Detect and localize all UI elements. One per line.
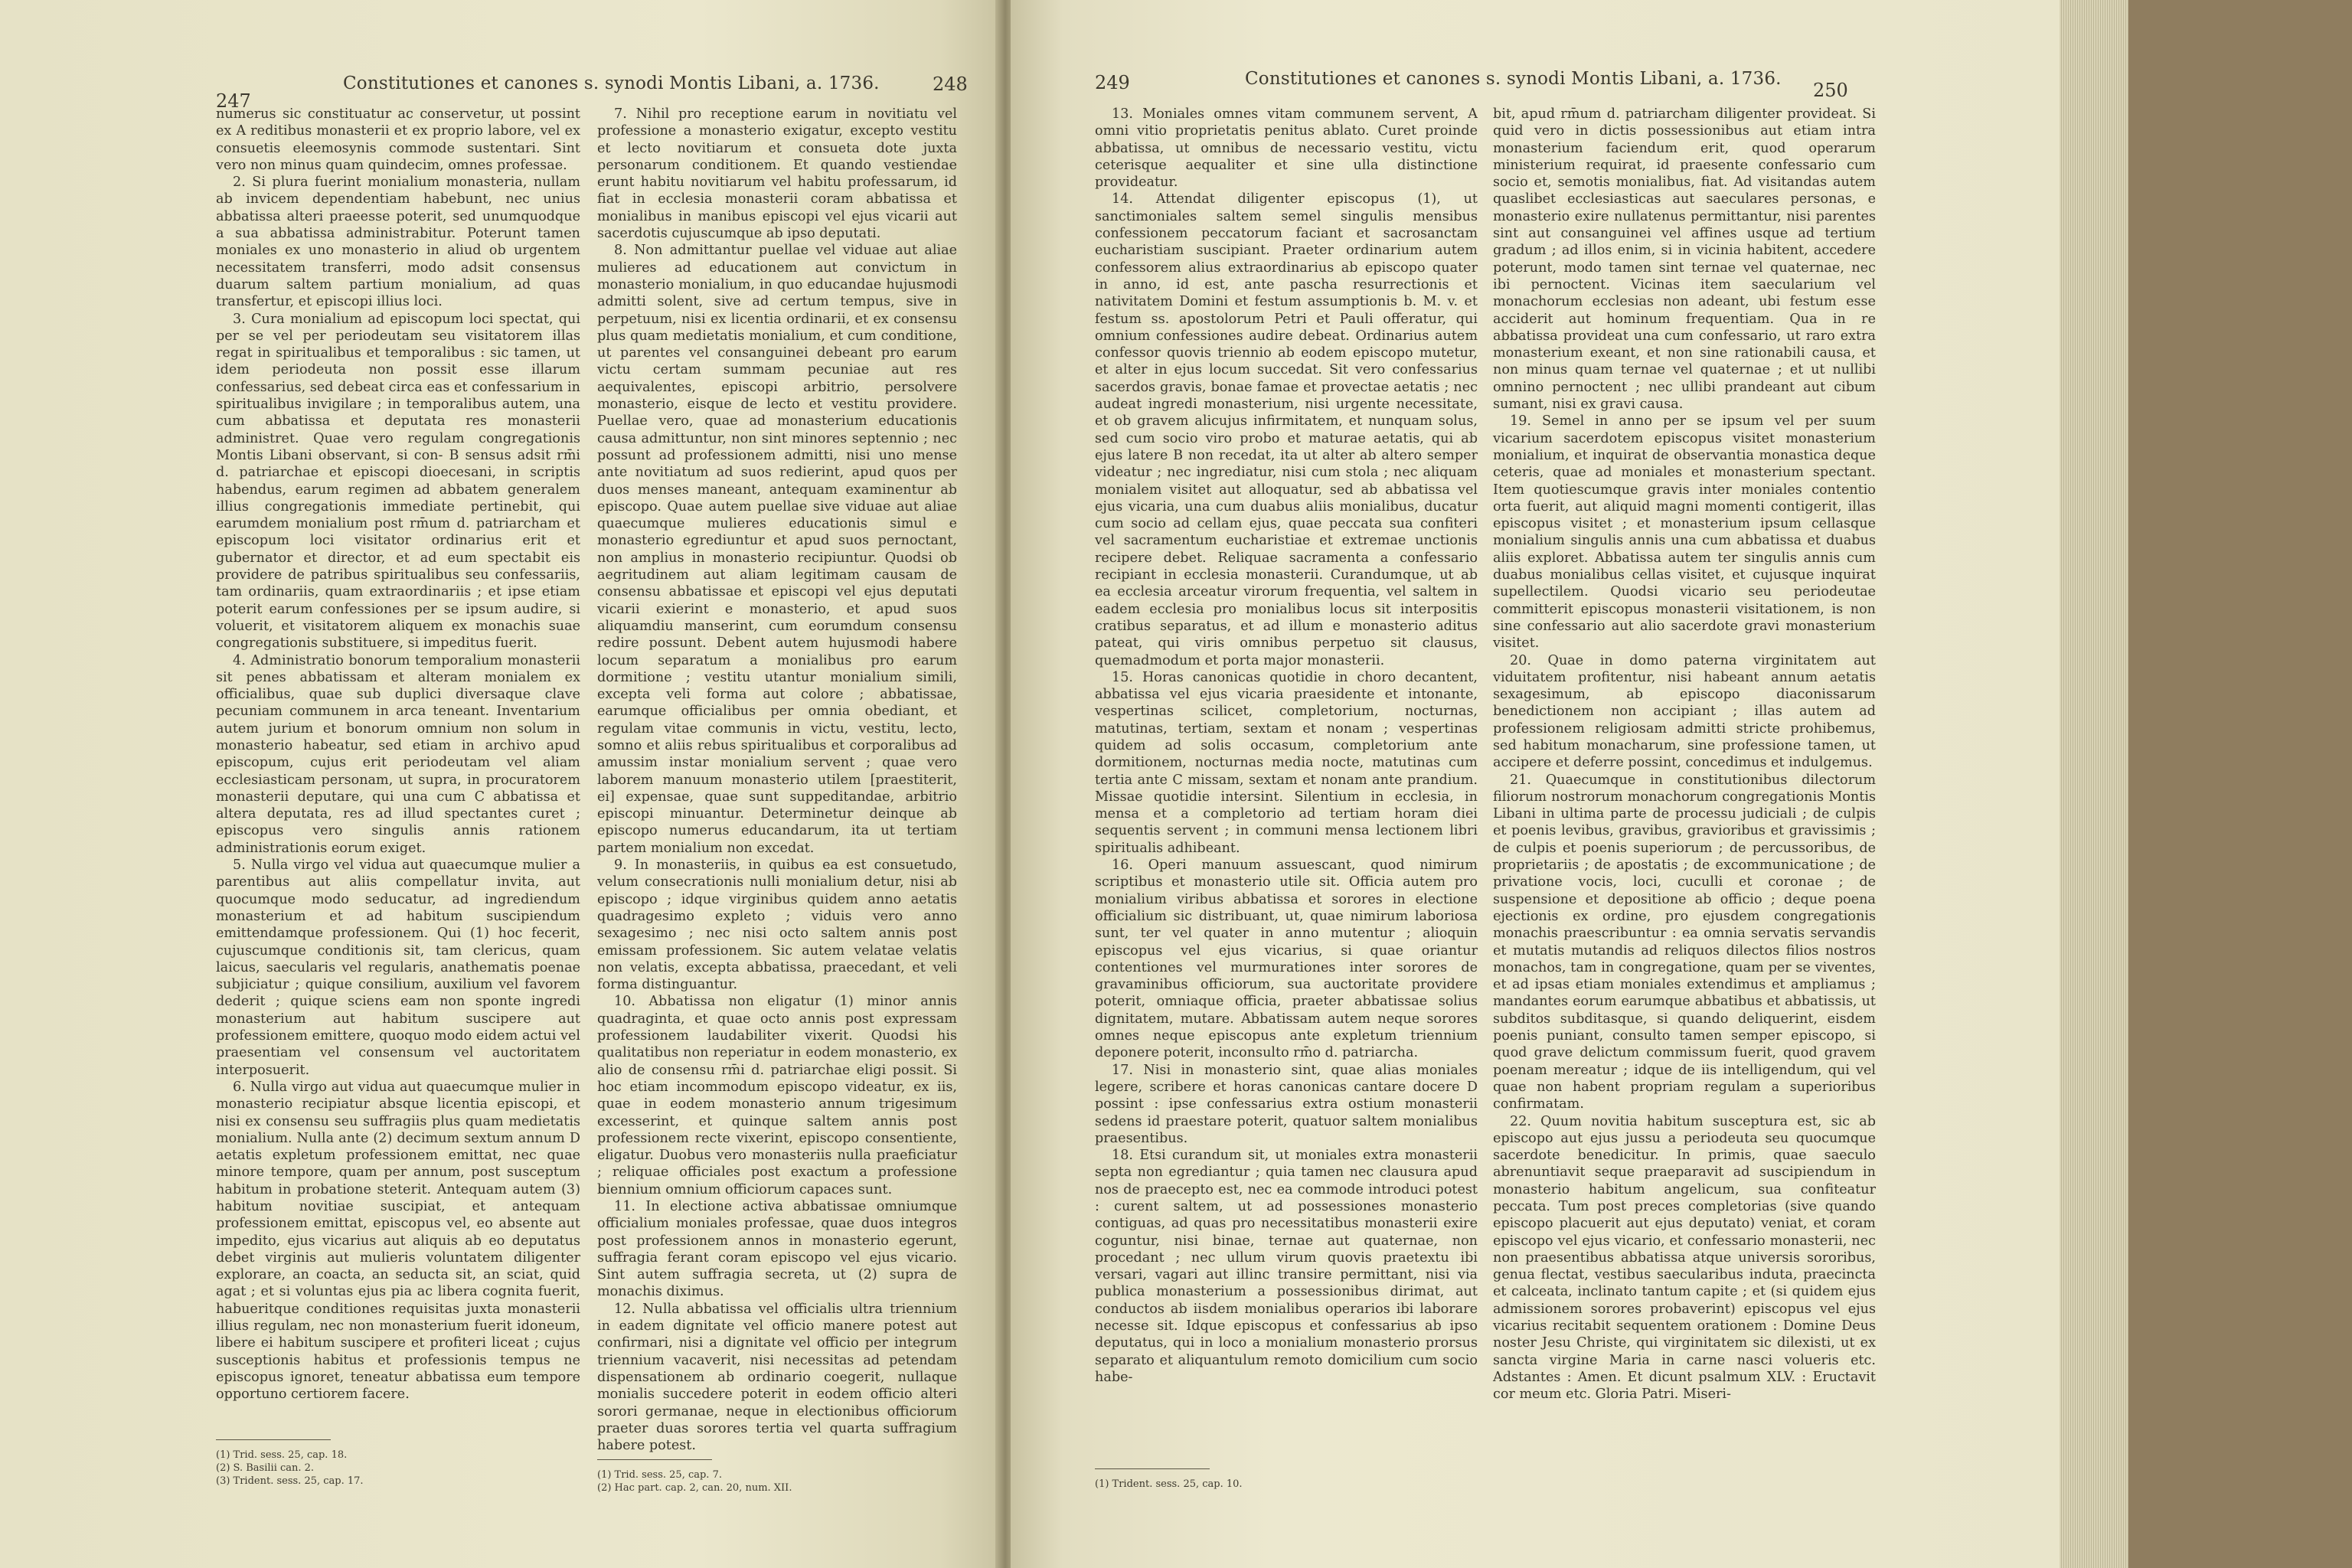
paragraph: 4. Administratio bonorum temporalium monasterii sit penes abbatissam et alteram monialem ex officialibus, quae sub duplici diversaque clave pecuniam communem in arca teneant. Inventarium autem jurium et bonorum omnium non solum in monasterio habeatur, sed etiam in archivo apud episcopum, cujus erit periodeutam vel aliam ecclesiasticam personam, ut supra, in procuratorem monasterii deputare, qui una cum C abbatissa et altera deputata, res ad illud spectantes curet ; episcopus vero singulis annis rationem administrationis eorum exiget.	[216, 652, 580, 856]
paragraph: 19. Semel in anno per se ipsum vel per suum vicarium sacerdotem episcopus visitet monasterium monialium, et inquirat de observantia monastica deque ceteris, quae ad moniales et monasterium spectant. Item quotiescumque gravis inter moniales contentio orta fuerit, aut aliquid magni momenti contigerit, illas episcopus visitet ; et monasterium ipsum cellasque monialium singulis annis una cum abbatissa et duabus aliis exploret. Abbatissa autem ter singulis annis cum duabus monialibus cellas visitet, et cujusque inquirat supellectilem. Quodsi vicario seu periodeutae committerit episcopus monasterii visitationem, is non sine confessario aut alio sacerdote gravi monasterium visitet.	[1493, 413, 1876, 652]
paragraph: 6. Nulla virgo aut vidua aut quaecumque mulier in monasterio recipiatur absque licentia episcopi, et nisi ex consensu seu suffragiis plus quam medietatis monialium. Nulla ante (2) decimum sextum annum D aetatis expletum professionem emittat, nec quae minore tempore, quam per annum, post susceptum habitum in probatione steterit. Antequam autem (3) habitum novitiae suscipiat, et antequam professionem emittat, episcopus vel, eo absente aut impedito, ejus vicarius aut aliquis ab eo deputatus debet virginis aut mulieris voluntatem diligenter explorare, an coacta, an seducta sit, an sciat, quid agat ; et si voluntas ejus pia ac libera cognita fuerit, habueritque conditiones requisitas juxta monasterii illius regulam, nec non monasterium fuerit idoneum, libere ei habitum suscipere et profiteri liceat ; cujus susceptionis habitus et professionis tempus ne episcopus ignoret, teneatur abbatissa eum tempore opportuno certiorem facere.	[216, 1079, 580, 1403]
column-250	[1493, 106, 1876, 1403]
footnote: (3) Trident. sess. 25, cap. 17.	[216, 1475, 364, 1487]
footnote-rule	[216, 1439, 331, 1440]
page-number-249: 249	[1095, 72, 1130, 93]
running-header-right: Constitutiones et canones s. synodi Montis Libani, a. 1736.	[1245, 69, 1782, 89]
footnote: (1) Trid. sess. 25, cap. 7.	[597, 1469, 722, 1481]
paragraph: 17. Nisi in monasterio sint, quae alias moniales legere, scribere et horas canonicas cantare docere D possint : ipse confessarius extra ostium monasterii sedens id praestare poterit, quatuor saltem monialibus praesentibus.	[1095, 1062, 1478, 1146]
column-249	[1095, 106, 1478, 1386]
paragraph: 18. Etsi curandum sit, ut moniales extra monasterii septa non egrediantur ; quia tamen nec clausura apud nos de praecepto est, nec ea commode introduci potest : curent saltem, ut ad possessiones monasterio contiguas, ad quas pro necessitatibus monasterii exire coguntur, nisi binae, ternae aut quaternae, non procedant ; nec ullum virum quovis praetextu ibi versari, vagari aut illinc transire permittant, nisi via publica monasterium a possessionibus dirimat, aut conductos ab iisdem monialibus operarios ibi laborare necesse sit. Idque episcopus et confessarius ab ipso deputatus, qui in loco a monialium monasterio prorsus separato et aliquantulum remoto domicilium cum socio habe-	[1095, 1148, 1478, 1385]
paragraph: 10. Abbatissa non eligatur (1) minor annis quadraginta, et quae octo annis post expressam professionem laudabiliter vixerit. Quodsi his qualitatibus non reperiatur in eodem monasterio, ex alio de consensu rm̄i d. patriarchae eligi possit. Si hoc etiam incommodum episcopo videatur, ex iis, quae in eodem monasterio annum trigesimum excesserint, et quinque saltem annis post professionem recte vixerint, episcopo consentiente, eligatur. Duobus vero monasteriis nulla praeficiatur ; reliquae officiales post exactum a professione biennium omnium officiorum capaces sunt.	[597, 994, 957, 1197]
paragraph: 5. Nulla virgo vel vidua aut quaecumque mulier a parentibus aut aliis compellatur invita, aut quocumque modo seducatur, ad ingrediendum monasterium et ad habitum suscipiendum emittendamque professionem. Qui (1) hoc fecerit, cujuscumque conditionis sit, tam clericus, quam laicus, saecularis vel regularis, anathematis poenae subjiciatur ; quique consilium, auxilium vel favorem dederit ; quique sciens eam non sponte ingredi monasterium aut habitum suscipere aut professionem emittere, quoquo modo eidem actui vel praesentiam vel consensum vel auctoritatem interposuerit.	[216, 858, 580, 1078]
paragraph: numerus sic constituatur ac conservetur, ut possint ex A reditibus monasterii et ex proprio labore, vel ex consuetis eleemosynis commode sustentari. Sint vero non minus quam quindecim, omnes professae.	[216, 106, 580, 173]
paragraph: 9. In monasteriis, in quibus ea est consuetudo, velum consecrationis nulli monialium detur, nisi ab episcopo ; idque virginibus quidem anno aetatis quadragesimo expleto ; viduis vero anno sexagesimo ; nec nisi octo saltem annis post emissam professionem. Sic autem velatae velatis non velatis, excepta abbatissa, praecedant, et veli forma distinguantur.	[597, 858, 957, 993]
paragraph: 8. Non admittantur puellae vel viduae aut aliae mulieres ad educationem aut convictum in monasterio monialium, in quo educandae hujusmodi admitti solent, sive ad certum tempus, sive in perpetuum, nisi ex licentia ordinarii, et ex consensu plus quam medietatis monialium, et cum conditione, ut parentes vel consanguinei debeant pro earum victu certam summam pecuniae aut res aequivalentes, episcopi arbitrio, persolvere monasterio, eisque de lecto et vestitu providere. Puellae vero, quae ad monasterium educationis causa admittuntur, non sint minores septennio ; nec possunt ad professionem admitti, nisi uno mense ante novitiatum ad suos redierint, apud quos per duos menses maneant, antequam examinentur ab episcopo. Quae autem puellae sive viduae aut aliae quaecumque mulieres educationis simul e monasterio egrediuntur et apud suos pernoctant, non amplius in monasterio recipiuntur. Quodsi ob aegritudinem aut aliam legitimam causam de consensu abbatissae et episcopi vel ejus deputati vicarii exierint e monasterio, et apud suos aliquamdiu manserint, cum eorumdum consensu redire possunt. Debent autem hujusmodi habere locum separatum a monialibus pro earum dormitione ; vestitu utantur monialium simili, excepta veli forma aut colore ; abbatissae, earumque officialibus per omnia obediant, et regulam vitae communis in victu, vestitu, lecto, somno et aliis rebus spiritualibus et corporalibus ad amussim instar monialium servent ; quae vero laborem manuum monasterio utilem [praestiterit, ei] expensae, quae sunt suppeditandae, arbitrio episcopi minuantur. Determinetur deinque ab episcopo numerus educandarum, ita ut tertiam partem monialium non excedat.	[597, 243, 957, 856]
page-number-247: 247	[216, 90, 251, 112]
page-number-250: 250	[1813, 80, 1848, 101]
page-number-248: 248	[933, 74, 968, 95]
footnote: (1) Trident. sess. 25, cap. 10.	[1095, 1478, 1243, 1490]
footnote: (1) Trid. sess. 25, cap. 18.	[216, 1449, 348, 1461]
paragraph: 12. Nulla abbatissa vel officialis ultra triennium in eadem dignitate vel officio manere potest aut confirmari, nisi a dignitate vel officio per integrum triennium vacaverit, nisi necessitas ad petendam dispensationem ab ordinario coegerit, nullaque monialis succedere poterit in eodem officio alteri sorori germanae, neque in electionibus officiorum praeter duas sorores tertia vel quarta suffragium habere potest.	[597, 1301, 957, 1454]
footnotes-249	[1095, 1478, 1462, 1491]
paragraph: 13. Moniales omnes vitam communem servent, A omni vitio proprietatis penitus ablato. Curet proinde abbatissa, ut omnibus de necessario vestitu, victu ceterisque aequaliter et sine ulla distinctione provideatur.	[1095, 106, 1478, 191]
page-block-edge	[2060, 0, 2128, 1568]
paragraph: 22. Quum novitia habitum susceptura est, sic ab episcopo aut ejus jussu a periodeuta seu quocumque sacerdote benedicitur. In primis, quae saeculo abrenuntiavit seque praeparavit ad suscipiendum in monasterio habitum angelicum, sua confiteatur peccata. Tum post preces completorias (sive quando episcopo placuerit aut ejus deputato) veniat, et coram episcopo vel ejus vicario, et confessario monasterii, nec non praesentibus abbatissa atque universis sororibus, genua flectat, vestibus saecularibus induta, praecincta et calceata, inclinato tantum capite ; et (si quidem ejus admissionem sorores probaverint) episcopus vel ejus vicarius recitabit sequentem orationem : Domine Deus noster Jesu Christe, qui virginitatem sic dilexisti, ut ex sancta virgine Maria in carne nasci volueris etc. Adstantes : Amen. Et dicunt psalmum XLV. : Eructavit cor meum etc. Gloria Patri. Miseri-	[1493, 1113, 1876, 1403]
footnote-rule	[597, 1459, 712, 1460]
footnotes-247	[216, 1449, 576, 1488]
paragraph: 16. Operi manuum assuescant, quod nimirum scriptibus et monasterio utile sit. Officia autem pro monialium viribus abbatissa et sorores in electione officialium sic distribuant, ut, quae nimirum laboriosa sunt, ter vel quater in anno mutentur ; alioquin episcopus vel ejus vicarius, si quae oriantur contentiones vel murmurationes inter sorores de gravaminibus officiorum, sua auctoritate providere poterit, omniaque officia, praeter abbatissae solius dignitatem, mutare. Abbatissam autem neque sorores omnes neque episcopus ante expletum triennium deponere poterit, inconsulto rm̄o d. patriarcha.	[1095, 858, 1478, 1061]
paragraph: 11. In electione activa abbatissae omniumque officialium moniales professae, quae duos integros post professionem annos in monasterio egerunt, suffragia ferant coram episcopo vel ejus vicario. Sint autem suffragia secreta, ut (2) supra de monachis diximus.	[597, 1199, 957, 1300]
running-header-left: Constitutiones et canones s. synodi Montis Libani, a. 1736.	[343, 74, 880, 93]
footnote: (2) Hac part. cap. 2, can. 20, num. XII.	[597, 1482, 792, 1494]
footnote-rule	[1095, 1468, 1210, 1469]
paragraph: 2. Si plura fuerint monialium monasteria, nullam ab invicem dependentiam habebunt, nec unius abbatissa alteri praeesse poterit, sed unumquodque a sua abbatissa administrabitur. Poterunt tamen moniales ex uno monasterio in aliud ob urgentem necessitatem transferri, modo adsit consensus duarum saltem partium monialium, ad quas transfertur, et episcopi illius loci.	[216, 175, 580, 310]
paragraph: 15. Horas canonicas quotidie in choro decantent, abbatissa vel ejus vicaria praesidente et intonante, vespertinas scilicet, completorium, nocturnas, matutinas, tertiam, sextam et nonam ; vespertinas quidem ad solis occasum, completorium ante dormitionem, nocturnas media nocte, matutinas cum tertia ante C missam, sextam et nonam ante prandium. Missae quotidie intersint. Silentium in ecclesia, in mensa et a completorio ad tertiam horam diei sequentis servent ; in communi mensa lectionem libri spiritualis adhibeant.	[1095, 669, 1478, 856]
paragraph: 21. Quaecumque in constitutionibus dilectorum filiorum nostrorum monachorum congregationis Montis Libani in ultima parte de processu judiciali ; de culpis et poenis levibus, gravibus, gravioribus et gravissimis ; de culpis et poenis superiorum ; de percussoribus, de proprietariis ; de apostatis ; de excommunicatione ; de privatione vocis, loci, cuculli et coronae ; de suspensione et depositione ab officio ; deque poena ejectionis ex ordine, pro ejusdem congregationis monachis praescribuntur : ea omnia servatis servandis et mutatis mutandis ad reliquos dilectos filios nostros monachos, tam in congregatione, quam per se viventes, et ad ipsas etiam moniales extendimus et ampliamus ; mandantes eorum earumque abbatibus et abbatissis, ut subditos subditasque, si quando deliquerint, eisdem poenis puniant, consulto tamen semper episcopo, si quod grave delictum commissum fuerit, quod gravem poenam mereatur ; idque de iis intelligendum, qui vel quae non habent propriam regulam a superioribus confirmatam.	[1493, 772, 1876, 1112]
paragraph: 14. Attendat diligenter episcopus (1), ut sanctimoniales saltem semel singulis mensibus confessionem peccatorum faciant et sacrosanctam eucharistiam suscipiant. Praeter ordinarium autem confessorem alius extraordinarius ab episcopo quater in anno, id est, ante pascha resurrectionis et nativitatem Domini et festum assumptionis b. M. v. et festum ss. apostolorum Petri et Pauli offeratur, qui omnium confessiones audire debeat. Ordinarius autem confessor quovis triennio ab eodem episcopo mutetur, et alter in ejus locum succedat. Sit vero confessarius sacerdos gravis, bonae famae et provectae aetatis ; nec audeat ingredi monasterium, nisi urgente necessitate, et ob gravem alicujus infirmitatem, et nunquam solus, sed cum socio viro probo et maturae aetatis, qui ab ejus latere B non recedat, ita ut alter ab altero semper videatur ; nec ingrediatur, nisi cum stola ; nec aliquam monialem visitet aut alloquatur, sed ab abbatissa vel ejus vicaria, una cum duabus aliis monialibus, ducatur cum socio ad cellam ejus, quae peccata sua confiteri vel sacramentum eucharistiae et extremae unctionis recipere debet. Reliquae sacramenta a confessario recipiant in ecclesia monasterii. Curandumque, ut ab ea ecclesia arceatur virorum frequentia, vel saltem in eadem ecclesia pro monialibus locus sit interpositis cratibus separatus, et ad illum e monasterio aditus pateat, qui viris omnibus perpetuo sit clausus, quemadmodum et porta major monasterii.	[1095, 191, 1478, 668]
column-248	[597, 106, 957, 1454]
right-page	[1011, 0, 2060, 1568]
paragraph: 20. Quae in domo paterna virginitatem aut viduitatem profitentur, nisi habeant annum aetatis sexagesimum, ab episcopo diaconissarum benedictionem non accipiant ; illas autem ad professionem religiosam admitti stricte prohibemus, sed habitum monacharum, sine professione tamen, ut accipere et deferre possint, concedimus et indulgemus.	[1493, 652, 1876, 771]
column-247	[216, 106, 580, 1403]
book-cover	[2128, 0, 2352, 1568]
paragraph: 3. Cura monialium ad episcopum loci spectat, qui per se vel per periodeutam seu visitatorem illas regat in spiritualibus et temporalibus : sic tamen, ut idem periodeuta non possit esse illarum confessarius, sed debeat circa eas et confessarium in spiritualibus invigilare ; in temporalibus autem, una cum abbatissa et deputata res monasterii administret. Quae vero regulam congregationis Montis Libani observant, si con- B sensus adsit rm̄i d. patriarchae et episcopi dioecesani, in scriptis habendus, earum regimen ad abbatem generalem illius congregationis immediate pertinebit, qui earumdem monialium post rm̄um d. patriarcham et episcopum loci visitator ordinarius erit et gubernator et director, et ad eum spectabit eis providere de patribus spiritualibus seu confessariis, tam ordinariis, quam extraordinariis ; et ipse etiam poterit earum confessiones per se ipsum audire, si voluerit, et visitatorem aliquem ex monachis suae congregationis substituere, si impeditus fuerit.	[216, 311, 580, 652]
footnotes-248	[597, 1468, 957, 1494]
paragraph: bit, apud rm̄um d. patriarcham diligenter provideat. Si quid vero in dictis possessionibus aut etiam intra monasterium faciendum erit, quod operarum ministerium requirat, id praesente confessario cum socio et, semotis monialibus, fiat. Ad visitandas autem quaslibet ecclesiasticas aut saeculares personas, e monasterio exire nullatenus permittantur, nisi parentes sint aut consanguinei vel affines usque ad tertium gradum ; ad illos enim, si in vicinia habitent, accedere poterunt, modo tamen sint ternae vel quaternae, nec ibi pernoctent. Vicinas item saecularium vel monachorum ecclesias non adeant, ubi festum esse acciderit aut hominum frequentiam. Qua in re abbatissa provideat una cum confessario, ut raro extra monasterium exeant, et non sine rationabili causa, et non minus quam ternae vel quaternae ; et ut nullibi omnino pernoctent ; nec ullibi prandeant aut cibum sumant, nisi ex gravi causa.	[1493, 106, 1876, 413]
footnote: (2) S. Basilii can. 2.	[216, 1462, 315, 1474]
left-page	[0, 0, 1000, 1568]
paragraph: 7. Nihil pro receptione earum in novitiatu vel professione a monasterio exigatur, excepto vestitu et lecto novitiarum et consueta dote juxta personarum conditionem. Et quando vestiendae erunt habitu novitiarum vel habitu professarum, id fiat in ecclesia monasterii coram abbatissa et monialibus in manibus episcopi vel ejus vicarii aut sacerdotis cujuscumque ab ipso deputati.	[597, 106, 957, 242]
